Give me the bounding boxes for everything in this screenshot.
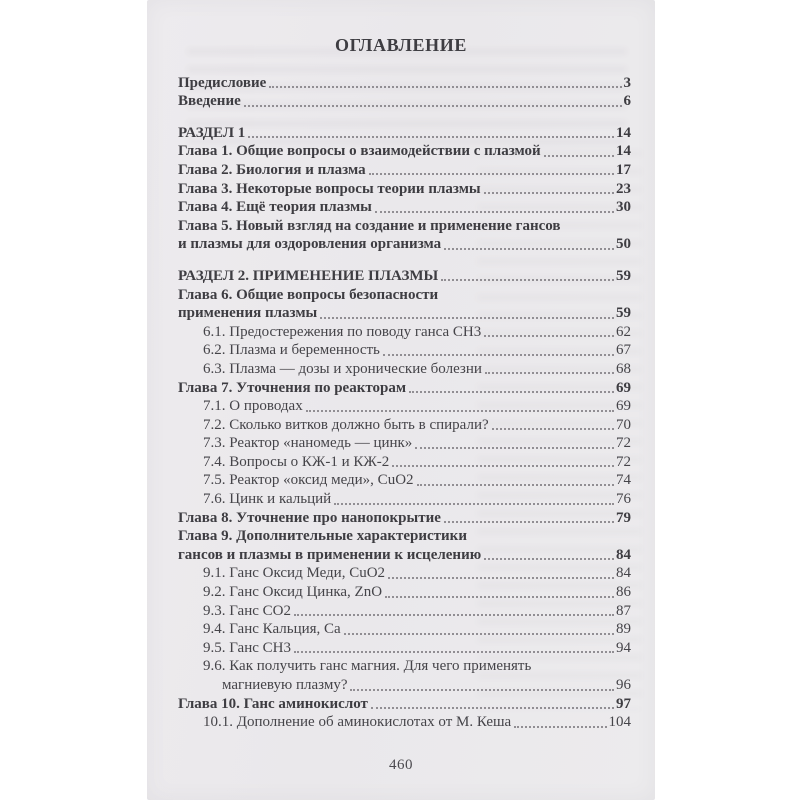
dot-leader bbox=[388, 577, 614, 579]
toc-entry bbox=[178, 675, 631, 694]
toc-entry bbox=[178, 582, 631, 601]
toc-entry-label: Глава 7. Уточнения по реакторам bbox=[178, 379, 407, 396]
toc-entry-label: 7.1. О проводах bbox=[203, 398, 303, 415]
toc-entry-label: 6.2. Плазма и беременность bbox=[203, 342, 380, 359]
toc-entry-page: 97 bbox=[616, 695, 631, 712]
toc-entry bbox=[178, 378, 631, 397]
toc-entry-page: 30 bbox=[616, 199, 631, 216]
toc-entry bbox=[178, 235, 631, 254]
dot-leader bbox=[269, 86, 621, 88]
toc-entry-label: 7.3. Реактор «наномедь — цинк» bbox=[203, 435, 413, 452]
toc-entry-label: 7.4. Вопросы о КЖ-1 и КЖ-2 bbox=[203, 453, 390, 470]
toc-entry bbox=[178, 359, 631, 378]
toc-entry-page: 62 bbox=[616, 323, 631, 340]
toc-entry-label: 6.1. Предостережения по поводу ганса CH3 bbox=[203, 323, 482, 340]
toc-entry-label: 7.2. Сколько витков должно быть в спирали? bbox=[203, 416, 489, 433]
dot-leader bbox=[485, 372, 614, 374]
toc-entry-label: 7.6. Цинк и кальций bbox=[203, 491, 332, 508]
dot-leader bbox=[371, 707, 614, 709]
toc-entry bbox=[178, 216, 631, 235]
toc-entry-label: Глава 4. Ещё теория плазмы bbox=[178, 199, 372, 216]
toc-entry-label: Глава 9. Дополнительные характеристики bbox=[178, 528, 467, 545]
toc-entry-label: 10.1. Дополнение об аминокислотах от М. Кеша bbox=[203, 714, 512, 731]
toc-entry bbox=[178, 545, 631, 564]
toc-entry bbox=[178, 638, 631, 657]
toc-entry bbox=[178, 304, 631, 323]
toc-entry-page: 89 bbox=[616, 621, 631, 638]
dot-leader bbox=[484, 192, 614, 194]
toc-entry-page: 96 bbox=[616, 677, 631, 693]
toc-entry-label: РАЗДЕЛ 1 bbox=[178, 124, 246, 141]
toc-entry-label: 7.5. Реактор «оксид меди», CuO2 bbox=[203, 472, 414, 489]
toc-entry-label: 6.3. Плазма — дозы и хронические болезни bbox=[203, 360, 482, 377]
toc-entry bbox=[178, 92, 631, 111]
dot-leader bbox=[320, 317, 614, 319]
toc-entry-page: 59 bbox=[616, 305, 631, 322]
dot-leader bbox=[441, 279, 614, 281]
toc-entry bbox=[178, 142, 631, 161]
dot-leader bbox=[350, 689, 614, 691]
toc-entry-label: Введение bbox=[178, 93, 241, 110]
dot-leader bbox=[444, 248, 614, 250]
dot-leader bbox=[294, 651, 614, 653]
toc-entry bbox=[178, 434, 631, 453]
dot-leader bbox=[409, 391, 614, 393]
dot-leader bbox=[514, 726, 606, 728]
toc-entry-page: 14 bbox=[616, 124, 631, 141]
toc-entry-page: 23 bbox=[616, 180, 631, 197]
toc-entry bbox=[178, 179, 631, 198]
dot-leader bbox=[544, 155, 614, 157]
dot-leader bbox=[484, 335, 614, 337]
dot-leader bbox=[484, 558, 614, 560]
dot-leader bbox=[334, 503, 614, 505]
toc-entry-label: применения плазмы bbox=[178, 305, 318, 322]
toc-entry bbox=[178, 160, 631, 179]
toc-title: ОГЛАВЛЕНИЕ bbox=[335, 35, 467, 55]
toc-entry-page: 3 bbox=[623, 74, 631, 91]
dot-leader bbox=[369, 173, 614, 175]
toc-entry bbox=[178, 452, 631, 471]
toc-entry bbox=[178, 620, 631, 639]
toc-entry bbox=[178, 601, 631, 620]
toc-entry-page: 86 bbox=[616, 584, 631, 601]
toc-entry-label: 9.2. Ганс Оксид Цинка, ZnO bbox=[203, 584, 383, 601]
toc-entry-label: Предисловие bbox=[178, 74, 267, 91]
toc-entry-label: РАЗДЕЛ 2. ПРИМЕНЕНИЕ ПЛАЗМЫ bbox=[178, 267, 439, 284]
toc-entry-label: Глава 2. Биология и плазма bbox=[178, 161, 366, 178]
toc-entry bbox=[178, 657, 631, 676]
dot-leader bbox=[248, 136, 614, 138]
toc-entry-page: 104 bbox=[608, 714, 631, 731]
toc-entry bbox=[178, 713, 631, 732]
dot-leader bbox=[294, 614, 614, 616]
dot-leader bbox=[244, 105, 622, 107]
toc-entry-page: 6 bbox=[623, 93, 631, 110]
toc-entry-page: 87 bbox=[616, 602, 631, 619]
toc-entry-page: 70 bbox=[616, 416, 631, 433]
toc-entry-page: 67 bbox=[616, 342, 631, 359]
toc-entry bbox=[178, 322, 631, 341]
toc-entry-label: гансов и плазмы в применении к исцелению bbox=[178, 546, 482, 563]
toc-entry-page: 94 bbox=[616, 639, 631, 656]
toc-entry-label: 9.1. Ганс Оксид Меди, CuO2 bbox=[203, 565, 386, 582]
toc-entry bbox=[178, 397, 631, 416]
toc-entry-label: 9.3. Ганс CO2 bbox=[203, 602, 291, 619]
toc-entry bbox=[178, 285, 631, 304]
toc-list bbox=[178, 73, 631, 731]
toc-entry-page: 50 bbox=[616, 236, 631, 253]
toc-entry-label: и плазмы для оздоровления организма bbox=[178, 236, 442, 253]
dot-leader bbox=[417, 484, 614, 486]
dot-leader bbox=[392, 465, 614, 467]
toc-entry-page: 72 bbox=[616, 435, 631, 452]
toc-entry-label: Глава 5. Новый взгляд на создание и применение гансов bbox=[178, 217, 561, 234]
dot-leader bbox=[415, 447, 614, 449]
toc-entry-label: Глава 6. Общие вопросы безопасности bbox=[178, 286, 439, 303]
dot-leader bbox=[444, 521, 614, 523]
toc-entry bbox=[178, 123, 631, 142]
toc-spacer bbox=[178, 110, 631, 123]
toc-entry bbox=[178, 527, 631, 546]
toc-entry-label: 9.6. Как получить ганс магния. Для чего применять bbox=[203, 658, 532, 675]
toc-entry bbox=[178, 73, 631, 92]
dot-leader bbox=[383, 354, 614, 356]
toc-entry-page: 14 bbox=[616, 143, 631, 160]
toc-entry bbox=[178, 266, 631, 285]
dot-leader bbox=[375, 211, 614, 213]
toc-entry bbox=[178, 508, 631, 527]
toc-entry-page: 69 bbox=[616, 398, 631, 415]
book-page bbox=[147, 0, 655, 800]
toc-entry-label: Глава 8. Уточнение про нанопокрытие bbox=[178, 509, 441, 526]
toc-entry bbox=[178, 489, 631, 508]
toc-entry bbox=[178, 415, 631, 434]
toc-entry-page: 69 bbox=[616, 379, 631, 396]
toc-entry-page: 74 bbox=[616, 472, 631, 489]
toc-entry bbox=[178, 564, 631, 583]
dot-leader bbox=[492, 428, 614, 430]
toc-entry-label: Глава 1. Общие вопросы о взаимодействии с плазмой bbox=[178, 143, 541, 160]
toc-spacer bbox=[178, 253, 631, 266]
toc-entry-label: Глава 10. Ганс аминокислот bbox=[178, 695, 368, 712]
toc-entry-page: 84 bbox=[616, 565, 631, 582]
toc-entry bbox=[178, 471, 631, 490]
toc-entry-page: 79 bbox=[616, 509, 631, 526]
toc-entry-page: 84 bbox=[616, 546, 631, 563]
toc-entry-page: 68 bbox=[616, 360, 631, 377]
page-number: 460 bbox=[389, 757, 413, 773]
dot-leader bbox=[306, 410, 614, 412]
toc-entry bbox=[178, 341, 631, 360]
toc-entry-label: 9.5. Ганс CH3 bbox=[203, 639, 291, 656]
toc-entry-page: 76 bbox=[616, 491, 631, 508]
toc-entry-label: Глава 3. Некоторые вопросы теории плазмы bbox=[178, 180, 481, 197]
toc-entry-label: 9.4. Ганс Кальция, Ca bbox=[203, 621, 341, 638]
toc-entry-label: магниевую плазму? bbox=[222, 677, 348, 693]
toc-entry-page: 59 bbox=[616, 267, 631, 284]
toc-entry bbox=[178, 198, 631, 217]
toc-entry-page: 72 bbox=[616, 453, 631, 470]
dot-leader bbox=[344, 633, 614, 635]
dot-leader bbox=[385, 596, 614, 598]
toc-entry-page: 17 bbox=[616, 161, 631, 178]
toc-entry bbox=[178, 694, 631, 713]
